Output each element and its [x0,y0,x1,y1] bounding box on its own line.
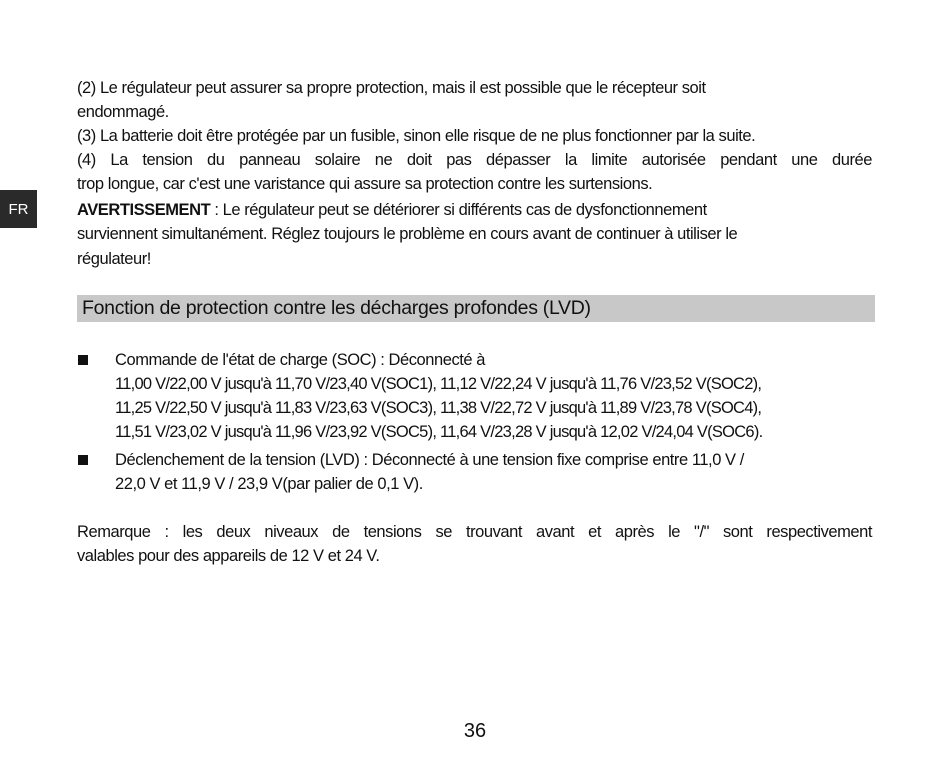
list-item-line: 11,51 V/23,02 V jusqu'à 11,96 V/23,92 V(SOC5), 11,64 V/23,28 V jusqu'à 12,02 V/24,04 V(SOC6). [115,423,763,441]
list-item-line: Déclenchement de la tension (LVD) : Déconnecté à une tension fixe comprise entre 11,0 V / [115,451,744,469]
list-item-line: 11,00 V/22,00 V jusqu'à 11,70 V/23,40 V(SOC1), 11,12 V/22,24 V jusqu'à 11,76 V/23,52 V(SOC2), [115,375,762,393]
section-title: Fonction de protection contre les décharges profondes (LVD) [82,297,591,319]
bullet-icon [78,455,88,465]
paragraph-line: (2) Le régulateur peut assurer sa propre protection, mais il est possible que le récepteur soit [77,79,706,97]
bullet-icon [78,355,88,365]
list-item-line: Commande de l'état de charge (SOC) : Déconnecté à [115,351,485,369]
list-item-line: 11,25 V/22,50 V jusqu'à 11,83 V/23,63 V(SOC3), 11,38 V/22,72 V jusqu'à 11,89 V/23,78 V(SOC4), [115,399,762,417]
remark-line: Remarque : les deux niveaux de tensions se trouvant avant et après le "/" sont respectivement [77,523,872,541]
paragraph-line: (4) La tension du panneau solaire ne doit pas dépasser la limite autorisée pendant une durée [77,151,872,169]
warning-label: AVERTISSEMENT [77,201,211,219]
paragraph-line: régulateur! [77,250,151,268]
section-header [77,295,875,322]
remark-line: valables pour des appareils de 12 V et 24 V. [77,547,380,565]
warning-text: : Le régulateur peut se détériorer si différents cas de dysfonctionnement [210,201,707,219]
list-item-line: 22,0 V et 11,9 V / 23,9 V(par palier de 0,1 V). [115,475,423,493]
warning-line [77,198,707,222]
paragraph-line: (3) La batterie doit être protégée par un fusible, sinon elle risque de ne plus fonctionner par la suite. [77,127,756,145]
paragraph-line: surviennent simultanément. Réglez toujours le problème en cours avant de continuer à utiliser le [77,225,738,243]
page-number: 36 [463,720,487,742]
paragraph-line: trop longue, car c'est une varistance qui assure sa protection contre les surtensions. [77,175,653,193]
language-tab: FR [0,190,37,228]
paragraph-line: endommagé. [77,103,169,121]
